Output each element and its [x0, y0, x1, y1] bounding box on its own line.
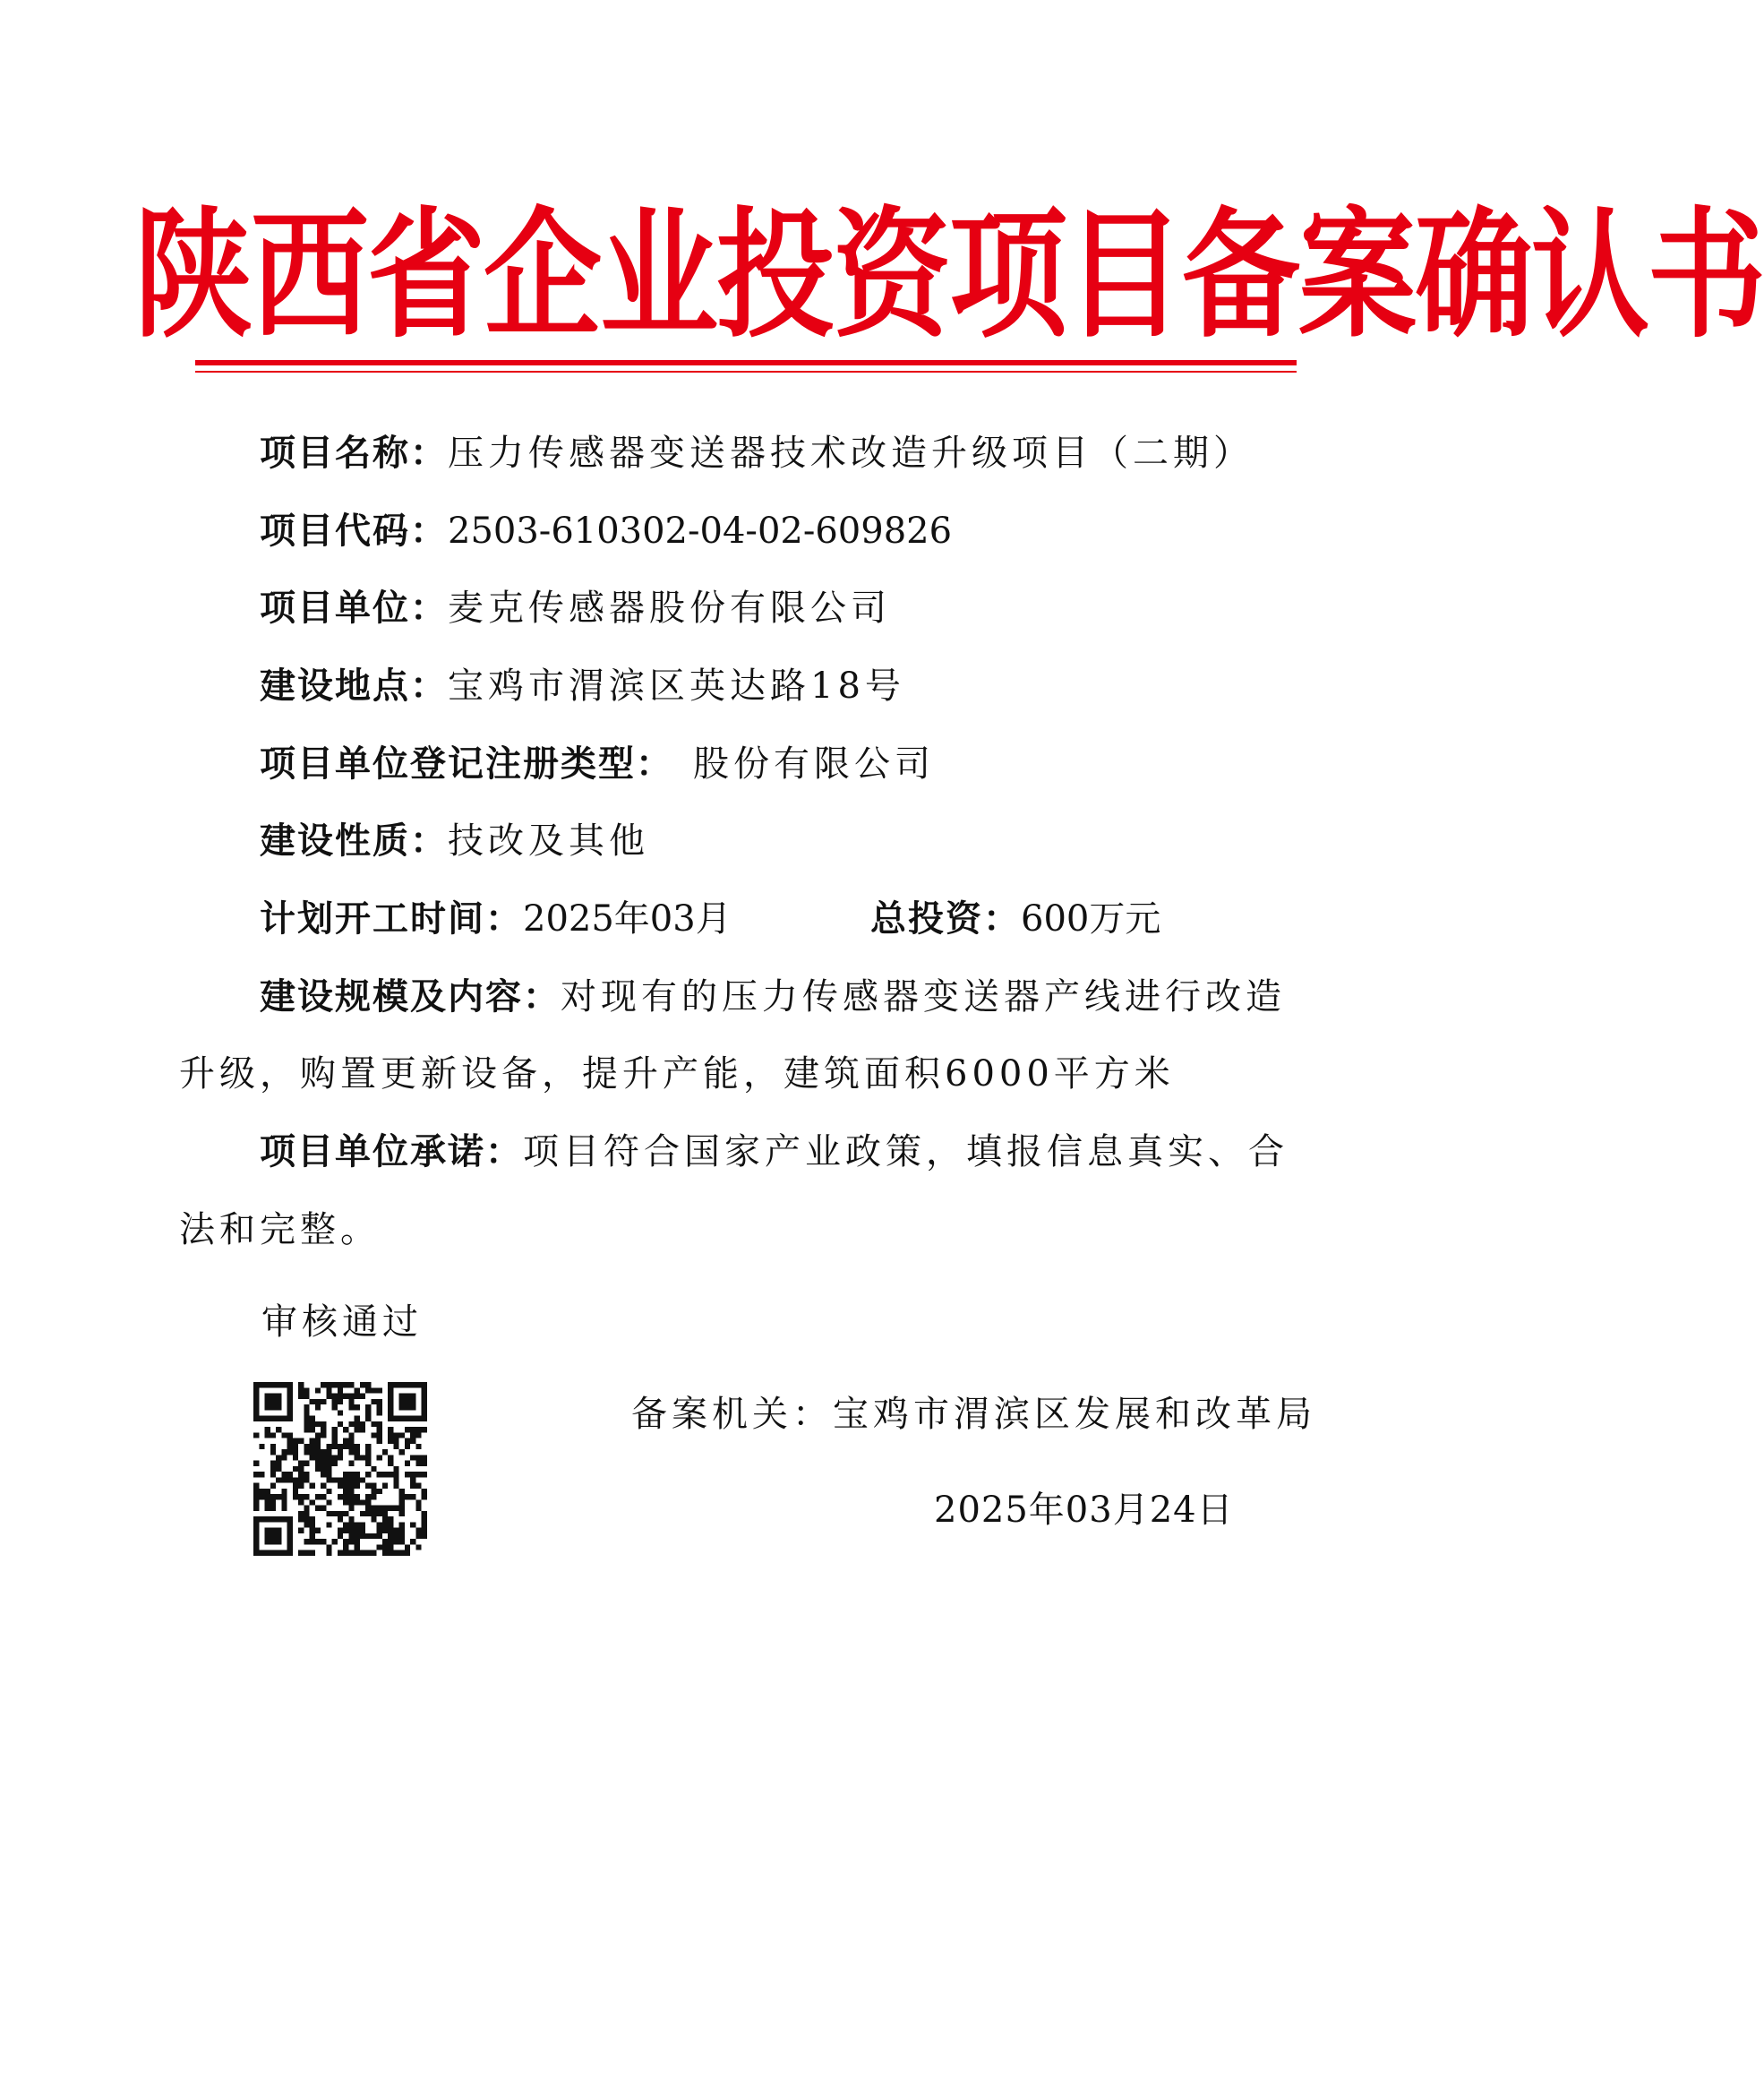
field-value: 项目符合国家产业政策，填报信息真实、合 — [523, 1131, 1289, 1172]
field-project-unit — [260, 585, 891, 631]
field-label: 计划开工时间： — [260, 898, 523, 940]
field-registration-type — [260, 741, 935, 787]
field-label: 建设规模及内容： — [260, 976, 561, 1017]
field-planned-start — [260, 896, 732, 942]
field-total-investment — [870, 896, 1160, 942]
field-value: 600万元 — [1021, 898, 1161, 940]
title-rule-thin — [195, 371, 1297, 373]
field-label: 项目单位承诺： — [260, 1131, 523, 1172]
field-label: 项目代码： — [260, 511, 448, 552]
field-value: 2025年03月 — [523, 898, 732, 940]
field-project-code — [260, 508, 952, 554]
field-label: 建设地点： — [260, 665, 448, 707]
field-scale-content — [260, 974, 1286, 1020]
field-value: 对现有的压力传感器变送器产线进行改造 — [561, 976, 1286, 1017]
field-value: 股份有限公司 — [693, 743, 935, 785]
field-construction-site — [260, 663, 905, 709]
filing-date: 2025年03月24日 — [934, 1490, 1234, 1531]
qr-code-icon — [253, 1382, 427, 1556]
field-value: 麦克传感器股份有限公司 — [448, 588, 891, 629]
field-value: 2503-610302-04-02-609826 — [448, 511, 953, 552]
field-construction-nature — [260, 818, 649, 864]
field-label: 建设性质： — [260, 820, 448, 862]
field-label: 总投资： — [870, 898, 1021, 940]
title-rule-thick — [195, 360, 1297, 365]
field-scale-content-continued: 升级，购置更新设备，提升产能，建筑面积6000平方米 — [179, 1053, 1175, 1095]
field-label: 项目名称： — [260, 433, 448, 474]
field-unit-promise — [260, 1129, 1289, 1175]
field-label: 项目单位登记注册类型： — [260, 743, 673, 785]
field-value: 宝鸡市渭滨区英达路18号 — [448, 665, 905, 707]
field-project-name — [260, 430, 1254, 477]
field-unit-promise-continued: 法和完整。 — [179, 1209, 381, 1250]
field-label: 项目单位： — [260, 588, 448, 629]
field-value: 技改及其他 — [448, 820, 649, 862]
field-value: 压力传感器变送器技术改造升级项目（二期） — [448, 433, 1254, 474]
approval-status: 审核通过 — [261, 1301, 423, 1343]
document-title: 陕西省企业投资项目备案确认书 — [134, 193, 1764, 357]
filing-authority: 备案机关：宝鸡市渭滨区发展和改革局 — [631, 1394, 1316, 1435]
